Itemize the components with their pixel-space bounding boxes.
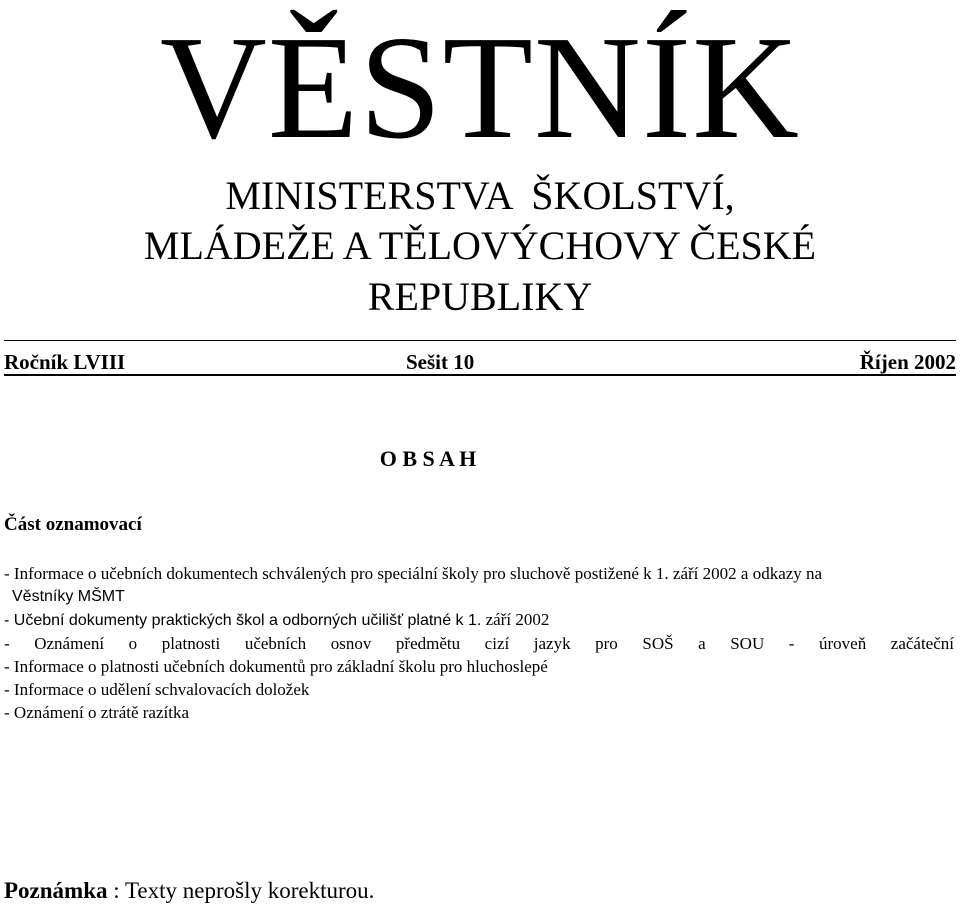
list-item: - Informace o učebních dokumentech schválených pro speciální školy pro sluchově postižené k 1. září 2002 a odkazy na (4, 564, 823, 583)
list-item: Věstníky MŠMT (12, 588, 125, 605)
masthead (4, 348, 956, 376)
ministry-name-line2: MLÁDEŽE A TĚLOVÝCHOVY ČESKÉ (143, 223, 817, 268)
date-label: Říjen 2002 (859, 350, 956, 374)
list-item-text: září 2002 (485, 610, 550, 629)
ministry-name-line1: MINISTERSTVA ŠKOLSTVÍ, (225, 173, 735, 218)
contents-list (4, 562, 954, 724)
note-text: : Texty neprošly korekturou. (107, 878, 375, 903)
footer-note (4, 876, 374, 906)
contents-heading: O B S A H (379, 446, 477, 471)
masthead-bottom-rule (4, 374, 956, 376)
ministry-name-line3: REPUBLIKY (367, 274, 593, 319)
list-item: - Oznámení o platnosti učebních osnov předmětu cizí jazyk pro SOŠ a SOU - úroveň začáteční (4, 634, 954, 653)
list-item: - Oznámení o ztrátě razítka (4, 703, 190, 722)
volume-label: Ročník LVIII (4, 350, 126, 374)
masthead-top-rule (4, 340, 956, 341)
journal-title: VĚSTNÍK (159, 6, 801, 170)
issue-label: Sešit 10 (406, 350, 475, 374)
note-label: Poznámka (4, 878, 108, 903)
list-item-text: - Učební dokumenty praktických škol a odborných učilišť platné k 1. (4, 612, 482, 629)
list-item: - Informace o udělení schvalovacích doložek (4, 680, 310, 699)
section-heading: Část oznamovací (4, 514, 142, 535)
list-item (4, 608, 954, 632)
list-item: - Informace o platnosti učebních dokumentů pro základní školu pro hluchoslepé (4, 657, 548, 676)
